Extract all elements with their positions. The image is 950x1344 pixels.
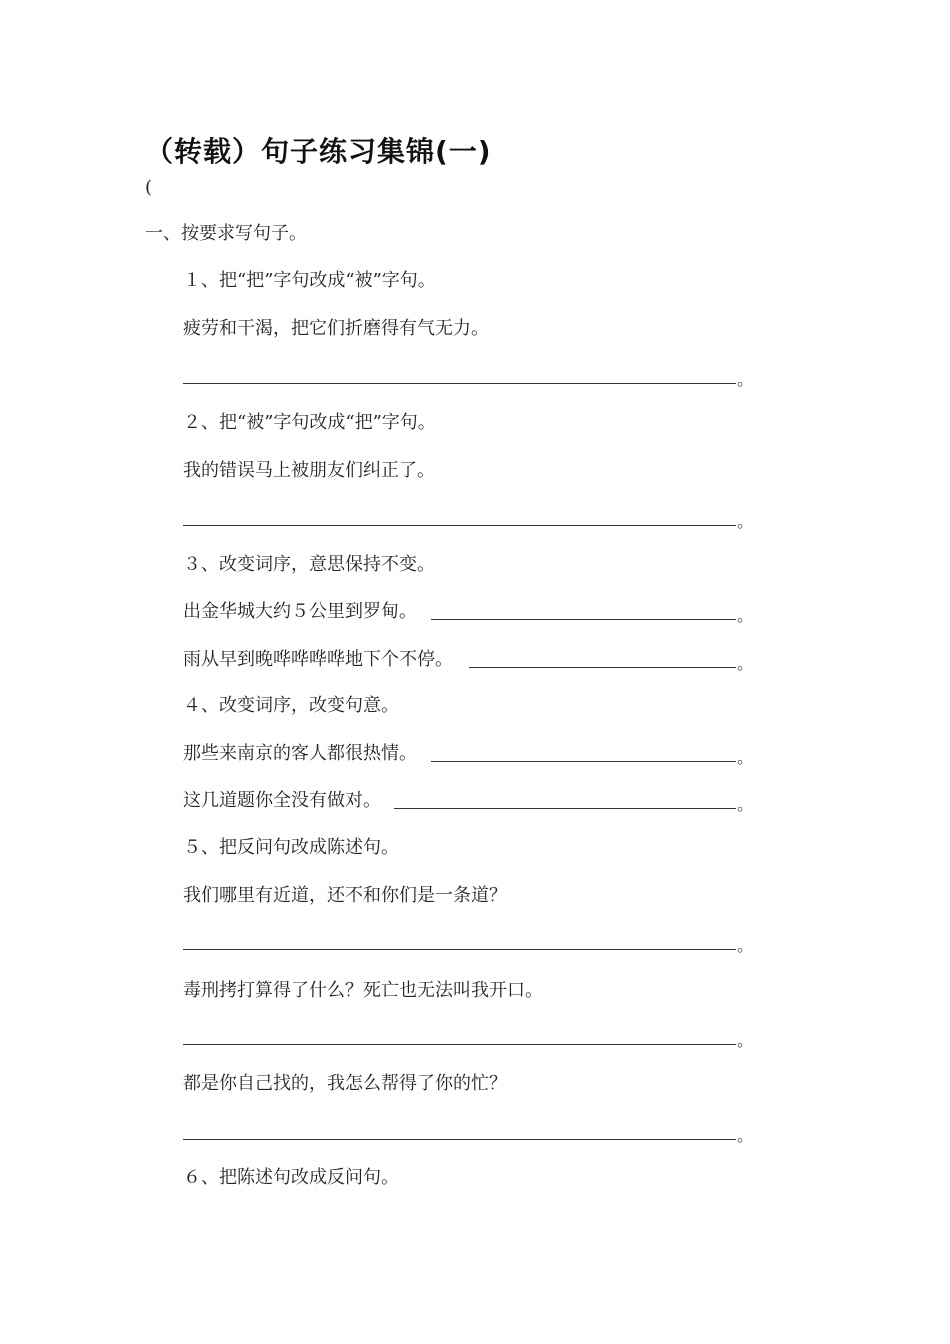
question-6-instruction: ６、把陈述句改成反问句。 bbox=[183, 1167, 399, 1188]
question-5-sentence-b: 毒刑拷打算得了什么？死亡也无法叫我开口。 bbox=[183, 980, 543, 1001]
period-mark: 。 bbox=[737, 512, 754, 531]
question-5-sentence-c: 都是你自己找的，我怎么帮得了你的忙？ bbox=[183, 1073, 507, 1094]
period-mark: 。 bbox=[737, 1031, 754, 1050]
question-5-sentence-a: 我们哪里有近道，还不和你们是一条道？ bbox=[183, 885, 507, 906]
question-4-sentence-b: 这几道题你全没有做对。 bbox=[183, 790, 381, 811]
period-mark: 。 bbox=[737, 606, 754, 625]
section-heading: 一、按要求写句子。 bbox=[145, 223, 307, 244]
answer-line[interactable] bbox=[431, 761, 736, 762]
period-mark: 。 bbox=[737, 370, 754, 389]
question-3-instruction: ３、改变词序，意思保持不变。 bbox=[183, 554, 435, 575]
answer-line[interactable] bbox=[469, 667, 736, 668]
question-3-sentence-a: 出金华城大约５公里到罗甸。 bbox=[183, 601, 417, 622]
answer-line[interactable] bbox=[183, 383, 736, 384]
answer-line[interactable] bbox=[183, 525, 736, 526]
period-mark: 。 bbox=[737, 1126, 754, 1145]
question-1-sentence: 疲劳和干渴，把它们折磨得有气无力。 bbox=[183, 318, 489, 339]
period-mark: 。 bbox=[737, 654, 754, 673]
question-1-instruction: １、把“把”字句改成“被”字句。 bbox=[183, 270, 436, 291]
answer-line[interactable] bbox=[431, 619, 736, 620]
question-2-sentence: 我的错误马上被朋友们纠正了。 bbox=[183, 460, 435, 481]
answer-line[interactable] bbox=[183, 1139, 736, 1140]
question-4-sentence-a: 那些来南京的客人都很热情。 bbox=[183, 743, 417, 764]
period-mark: 。 bbox=[737, 936, 754, 955]
question-5-instruction: ５、把反问句改成陈述句。 bbox=[183, 837, 399, 858]
question-3-sentence-b: 雨从早到晚哗哗哗哗地下个不停。 bbox=[183, 649, 453, 670]
answer-line[interactable] bbox=[394, 808, 736, 809]
stray-parenthesis: ( bbox=[145, 177, 153, 198]
answer-line[interactable] bbox=[183, 1044, 736, 1045]
answer-line[interactable] bbox=[183, 949, 736, 950]
question-4-instruction: ４、改变词序，改变句意。 bbox=[183, 695, 399, 716]
period-mark: 。 bbox=[737, 795, 754, 814]
page-title: （转载）句子练习集锦(一) bbox=[145, 135, 492, 168]
question-2-instruction: ２、把“被”字句改成“把”字句。 bbox=[183, 412, 436, 433]
period-mark: 。 bbox=[737, 748, 754, 767]
